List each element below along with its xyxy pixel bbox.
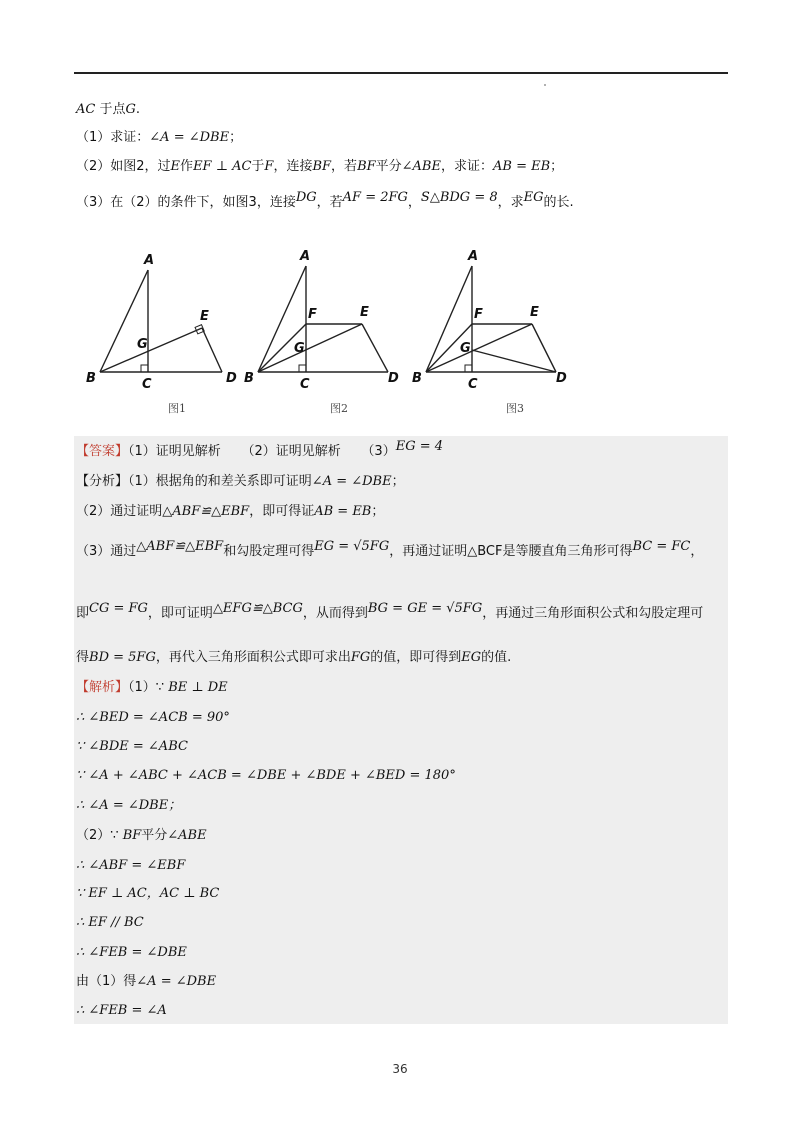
text: ； xyxy=(550,159,564,174)
math: BF xyxy=(122,828,142,843)
text: ，从而得到 xyxy=(302,606,368,621)
text: ， xyxy=(690,544,704,559)
math: EG xyxy=(461,650,482,665)
solution-step: ∵ ∠BDE = ∠ABC xyxy=(76,739,188,754)
text: （2）∵ xyxy=(76,828,119,843)
text: ，即可得证 xyxy=(249,504,315,519)
text: 的值. xyxy=(481,650,512,665)
math: AF = 2FG xyxy=(342,190,408,205)
math: AB = EB xyxy=(493,159,551,174)
fig3-caption: 图3 xyxy=(506,402,524,415)
text: 平分 xyxy=(375,159,402,174)
answer-math: EG = 4 xyxy=(395,439,444,454)
solution-line-1 xyxy=(76,678,228,698)
text: ，连接 xyxy=(273,159,313,174)
math: ∠ABE xyxy=(401,159,441,174)
question-3 xyxy=(76,190,574,213)
math-ac: AC xyxy=(76,102,96,117)
fig2-label: A xyxy=(300,249,311,264)
fig3-label: E xyxy=(530,305,539,320)
solution-step: ∴ ∠BED = ∠ACB = 90° xyxy=(76,710,230,725)
text: 得 xyxy=(76,650,90,665)
fig3-label: C xyxy=(468,377,478,392)
math: BF xyxy=(312,159,332,174)
fig3-label: A xyxy=(468,249,479,264)
fig3-label: F xyxy=(474,307,483,322)
answer-tag: 【答案】 xyxy=(76,444,129,459)
solution-step: ∵ ∠A + ∠ABC + ∠ACB = ∠DBE + ∠BDE + ∠BED = 180° xyxy=(76,768,456,783)
page-number: 36 xyxy=(392,1062,408,1076)
solution-step: ∴ ∠FEB = ∠DBE xyxy=(76,945,187,960)
math: ∠A = ∠DBE xyxy=(136,974,217,989)
solution-step: ∴ ∠FEB = ∠A xyxy=(76,1003,167,1018)
analysis-line-3 xyxy=(76,539,704,562)
math: △ABF≌△EBF xyxy=(136,539,224,554)
math: S△BDG = 8 xyxy=(420,190,498,205)
question-1 xyxy=(76,128,242,148)
analysis-line-1 xyxy=(76,472,405,492)
text: ，求证： xyxy=(440,159,493,174)
text: ，再通过证明△BCF是等腰直角三角形可得 xyxy=(389,544,633,559)
solution-step: ∴ ∠A = ∠DBE； xyxy=(76,798,182,813)
solution-line-3 xyxy=(76,972,216,992)
solution-step: ∵ EF ⊥ AC，AC ⊥ BC xyxy=(76,886,220,901)
fig1-caption: 图1 xyxy=(168,402,186,415)
fig3-label: G xyxy=(460,341,471,356)
text: 作 xyxy=(180,159,194,174)
analysis-line-4 xyxy=(76,601,704,624)
fig2-caption: 图2 xyxy=(330,402,348,415)
math: △EFG≌△BCG xyxy=(212,601,303,616)
answer-part-2: （2）证明见解析 xyxy=(241,444,341,459)
fig2-label: C xyxy=(300,377,310,392)
fig3-label: D xyxy=(556,371,567,386)
solution-tag: 【解析】 xyxy=(76,680,129,695)
fig1-label: A xyxy=(144,253,155,268)
fig3-label: B xyxy=(412,371,422,386)
geometry-figures xyxy=(82,240,567,420)
math: BC = FC xyxy=(632,539,691,554)
fig1-label: C xyxy=(142,377,152,392)
text: ； xyxy=(229,130,243,145)
figure-1-labels xyxy=(86,253,237,415)
text: 平分 xyxy=(141,828,168,843)
scan-dot xyxy=(544,84,546,86)
math: BE ⊥ DE xyxy=(168,680,228,695)
text: ，若 xyxy=(331,159,358,174)
analysis-tag: 【分析】 xyxy=(76,474,129,489)
text: ，即可证明 xyxy=(147,606,213,621)
answer-part-1: （1）证明见解析 xyxy=(128,444,221,459)
math: DG xyxy=(295,190,317,205)
fig1-label: D xyxy=(226,371,237,386)
math: E xyxy=(170,159,181,174)
q2-label: （2）如图2，过 xyxy=(76,159,171,174)
math: ∠A = ∠DBE xyxy=(311,474,392,489)
solution-step: ∴ ∠ABF = ∠EBF xyxy=(76,858,186,873)
math: ∠ABE xyxy=(167,828,207,843)
text: 于 xyxy=(251,159,265,174)
solution-panel xyxy=(74,436,728,1024)
text: 由（1）得 xyxy=(76,974,137,989)
header-rule xyxy=(74,72,728,74)
fig2-label: G xyxy=(294,341,305,356)
text: ，再通过三角形面积公式和勾股定理可 xyxy=(482,606,704,621)
text: ，再代入三角形面积公式即可求出 xyxy=(155,650,351,665)
text: ，若 xyxy=(316,195,343,210)
fig1-label: B xyxy=(86,371,96,386)
text: （2）通过证明 xyxy=(76,504,163,519)
fig2-label: E xyxy=(360,305,369,320)
q1-label: （1）求证： xyxy=(76,130,150,145)
text: （1）根据角的和差关系即可证明 xyxy=(128,474,312,489)
math: BD = 5FG xyxy=(89,650,156,665)
fig2-label: B xyxy=(244,371,254,386)
answer-part-3: （3） xyxy=(361,444,396,459)
problem-line-0 xyxy=(76,100,140,120)
text: ； xyxy=(371,504,385,519)
text: 于点 xyxy=(99,102,126,117)
text: 的长. xyxy=(543,195,574,210)
figure-3-labels xyxy=(412,249,567,415)
solution-step: ∴ EF // BC xyxy=(76,915,144,930)
text: . xyxy=(135,102,141,117)
math: AB = EB xyxy=(314,504,372,519)
text: （3）通过 xyxy=(76,544,137,559)
question-2 xyxy=(76,157,563,177)
q3-label: （3）在（2）的条件下，如图3，连接 xyxy=(76,195,296,210)
answer-line xyxy=(76,439,444,462)
math: △ABF≌△EBF xyxy=(162,504,250,519)
fig2-label: F xyxy=(308,307,317,322)
text: ； xyxy=(391,474,405,489)
text: 的值，即可得到 xyxy=(370,650,462,665)
q1-math: ∠A = ∠DBE xyxy=(149,130,230,145)
analysis-line-5 xyxy=(76,648,511,668)
figure-2-labels xyxy=(244,249,399,415)
math: EG = √5FG xyxy=(314,539,390,554)
analysis-line-2 xyxy=(76,502,384,522)
math: FG xyxy=(350,650,371,665)
solution-line-2 xyxy=(76,826,207,846)
fig1-label: G xyxy=(137,337,148,352)
fig2-label: D xyxy=(388,371,399,386)
math-g: G xyxy=(125,102,136,117)
text: ， xyxy=(407,195,421,210)
math: BF xyxy=(357,159,376,174)
text: ，求 xyxy=(497,195,524,210)
math: BG = GE = √5FG xyxy=(367,601,483,616)
text: 即 xyxy=(76,606,90,621)
text: （1）∵ xyxy=(128,680,165,695)
fig1-label: E xyxy=(200,309,209,324)
text: 和勾股定理可得 xyxy=(223,544,315,559)
math: EG xyxy=(523,190,544,205)
math: EF ⊥ AC xyxy=(193,159,252,174)
math: CG = FG xyxy=(89,601,148,616)
math: F xyxy=(264,159,274,174)
